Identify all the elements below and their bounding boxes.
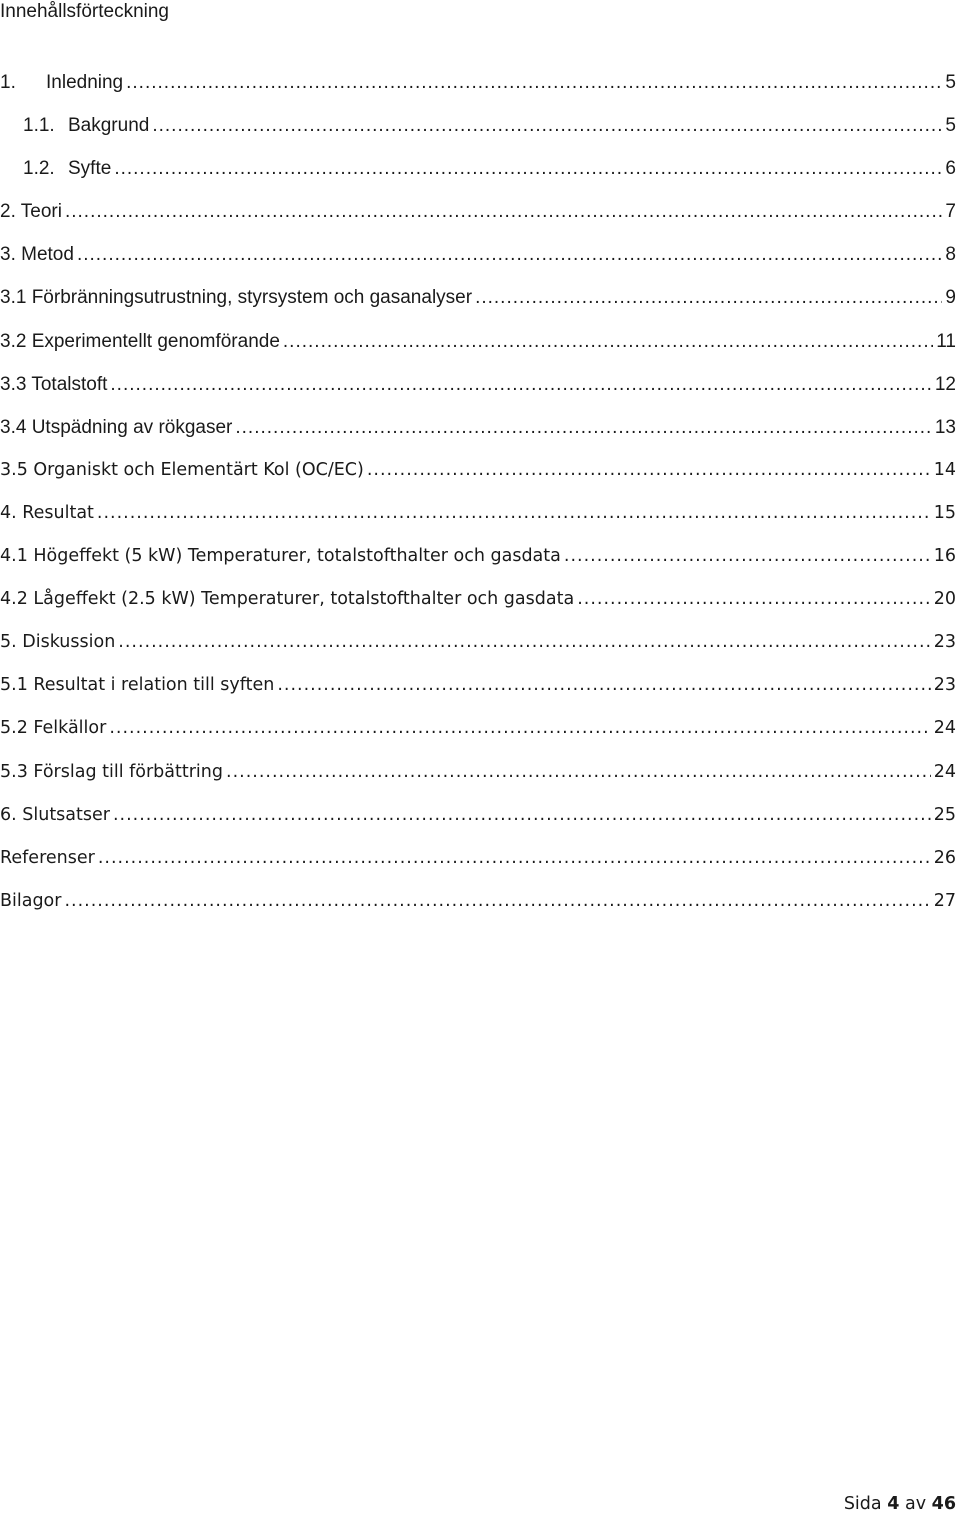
toc-entry-page: 26 bbox=[933, 847, 956, 868]
toc-dot-leader bbox=[152, 115, 942, 137]
toc-entry-page: 5 bbox=[945, 72, 956, 93]
toc-entry[interactable] bbox=[0, 546, 956, 589]
toc-entry-title: Inledning bbox=[46, 72, 124, 93]
toc-entry-title: Syfte bbox=[68, 158, 112, 180]
toc-dot-leader bbox=[283, 331, 933, 353]
toc-dot-leader bbox=[577, 589, 931, 609]
toc-entry-title: 5.3 Förslag till förbättring bbox=[0, 761, 223, 782]
toc-dot-leader bbox=[109, 718, 930, 738]
toc-entry-page: 23 bbox=[933, 675, 956, 696]
toc-dot-leader bbox=[475, 287, 942, 309]
toc-entry[interactable] bbox=[0, 848, 956, 891]
toc-entry-page: 24 bbox=[933, 718, 956, 739]
toc-entry-title: 3.4 Utspädning av rökgaser bbox=[0, 416, 233, 438]
toc-entry-page: 20 bbox=[933, 589, 956, 610]
toc-entry-title: 4. Resultat bbox=[0, 502, 94, 523]
toc-dot-leader bbox=[126, 72, 942, 94]
toc-dot-leader bbox=[77, 244, 942, 266]
toc-entry-page: 5 bbox=[945, 115, 956, 137]
toc-dot-leader bbox=[64, 891, 930, 911]
toc-entry-title: 3.1 Förbränningsutrustning, styrsystem och gasanalyser bbox=[0, 287, 473, 309]
toc-entry[interactable] bbox=[0, 460, 956, 503]
toc-entry-title: 3.2 Experimentellt genomförande bbox=[0, 330, 280, 352]
toc-dot-leader bbox=[277, 675, 930, 695]
toc-entry[interactable] bbox=[0, 805, 956, 848]
toc-dot-leader bbox=[97, 503, 931, 523]
toc-entry[interactable] bbox=[0, 589, 956, 632]
toc-entry-title: Referenser bbox=[0, 847, 95, 868]
toc-dot-leader bbox=[367, 460, 931, 480]
toc-entry[interactable] bbox=[0, 675, 956, 718]
toc-entry-number: 1. bbox=[0, 72, 16, 93]
toc-dot-leader bbox=[65, 201, 942, 223]
toc-entry-title: 5.2 Felkällor bbox=[0, 718, 107, 739]
toc-entry-title: 5. Diskussion bbox=[0, 632, 116, 653]
toc-dot-leader bbox=[564, 546, 931, 566]
toc-entry[interactable] bbox=[0, 632, 956, 675]
toc-entry[interactable] bbox=[0, 374, 956, 417]
toc-entry[interactable] bbox=[0, 115, 956, 158]
toc-entry-page: 9 bbox=[945, 287, 956, 309]
toc-entry-page: 27 bbox=[933, 890, 956, 911]
toc-dot-leader bbox=[114, 158, 942, 180]
toc-entry[interactable] bbox=[0, 201, 956, 244]
toc-entry[interactable] bbox=[0, 762, 956, 805]
toc-entry-page: 25 bbox=[933, 804, 956, 825]
toc-entry[interactable] bbox=[0, 331, 956, 374]
toc-entry-title: 4.1 Högeffekt (5 kW) Temperaturer, totalstofthalter och gasdata bbox=[0, 546, 561, 567]
toc-entry-number: 1.1. bbox=[23, 115, 55, 137]
toc-dot-leader bbox=[118, 632, 930, 652]
toc-entry-title: 4.2 Lågeffekt (2.5 kW) Temperaturer, totalstofthalter och gasdata bbox=[0, 589, 575, 610]
toc-entry-title: Bakgrund bbox=[68, 115, 150, 137]
toc-entry-page: 11 bbox=[936, 330, 956, 352]
toc-entry-page: 7 bbox=[945, 201, 956, 223]
toc-entry-title: 6. Slutsatser bbox=[0, 804, 110, 825]
toc-dot-leader bbox=[110, 374, 931, 396]
toc-list bbox=[0, 72, 956, 934]
toc-entry-page: 14 bbox=[933, 459, 956, 480]
toc-entry[interactable] bbox=[0, 417, 956, 460]
toc-entry-title: 3.3 Totalstoft bbox=[0, 373, 108, 395]
toc-entry-number: 1.2. bbox=[23, 158, 55, 180]
footer-separator: av bbox=[904, 1494, 927, 1514]
toc-entry-page: 24 bbox=[933, 761, 956, 782]
toc-heading: Innehållsförteckning bbox=[0, 1, 169, 22]
toc-entry-page: 23 bbox=[933, 632, 956, 653]
toc-dot-leader bbox=[235, 417, 931, 439]
toc-entry-title: 3.5 Organiskt och Elementärt Kol (OC/EC) bbox=[0, 459, 364, 480]
toc-entry-title: 2. Teori bbox=[0, 201, 62, 223]
toc-entry-page: 13 bbox=[934, 416, 956, 438]
toc-entry-title: 5.1 Resultat i relation till syften bbox=[0, 675, 275, 696]
toc-entry[interactable] bbox=[0, 287, 956, 330]
toc-entry[interactable] bbox=[0, 503, 956, 546]
toc-entry-page: 6 bbox=[945, 158, 956, 180]
toc-entry[interactable] bbox=[0, 891, 956, 934]
toc-entry-title: 3. Metod bbox=[0, 244, 74, 266]
toc-entry-page: 8 bbox=[945, 244, 956, 266]
footer-current-page: 4 bbox=[887, 1494, 900, 1514]
toc-entry[interactable] bbox=[0, 72, 956, 115]
toc-entry-page: 15 bbox=[933, 502, 956, 523]
footer-total-pages: 46 bbox=[931, 1494, 956, 1514]
toc-entry-page: 16 bbox=[933, 546, 956, 567]
toc-entry-page: 12 bbox=[934, 373, 956, 395]
toc-entry-title: Bilagor bbox=[0, 890, 62, 911]
toc-entry[interactable] bbox=[0, 244, 956, 287]
page-footer bbox=[844, 1494, 956, 1514]
toc-entry[interactable] bbox=[0, 158, 956, 201]
toc-dot-leader bbox=[113, 805, 931, 825]
toc-entry[interactable] bbox=[0, 718, 956, 761]
toc-dot-leader bbox=[226, 762, 931, 782]
footer-prefix: Sida bbox=[843, 1494, 882, 1514]
toc-dot-leader bbox=[98, 848, 931, 868]
